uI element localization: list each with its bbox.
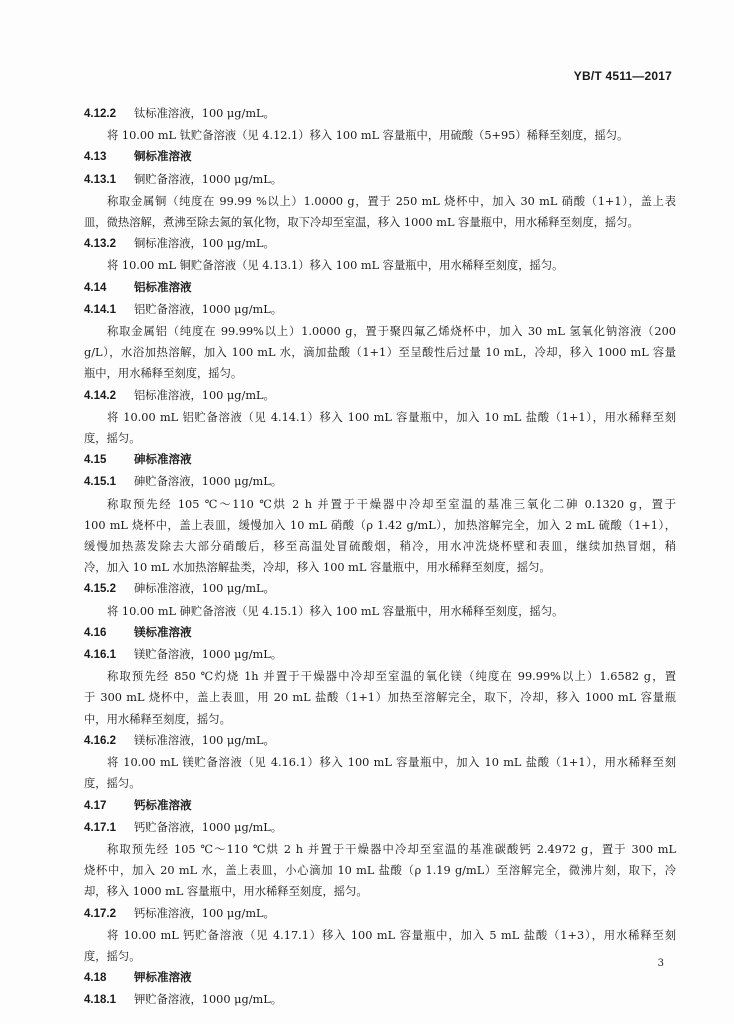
paragraph-line: 烧杯中，加入 20 mL 水，盖上表皿，小心滴加 10 mL 盐酸（ρ 1.19 g/mL）至溶解完全，微沸片刻，取下，冷: [84, 864, 676, 878]
section-heading: [84, 277, 676, 299]
document-body: [84, 103, 676, 1012]
subsection-heading: [84, 169, 676, 191]
paragraph-line: 将 10.00 mL 铝贮备溶液（见 4.14.1）移入 100 mL 容量瓶中，加入 10 mL 盐酸（1+1），用水稀释至刻: [107, 410, 676, 424]
paragraph-line: 称取预先经 105 ℃～110 ℃烘 2 h 并置于干燥器中冷却至室温的基准碳酸钙 2.4972 g，置于 300 mL: [107, 842, 676, 856]
section-title: 镁标准溶液: [134, 624, 192, 639]
clause-number: 4.16.1: [84, 649, 116, 662]
subsection-text: 砷标准溶液，100 μg/mL。: [134, 582, 275, 596]
section-heading: [84, 967, 676, 989]
paragraph-line: 度，摇匀。: [84, 777, 141, 791]
clause-number: 4.12.2: [84, 108, 116, 120]
clause-number: 4.17.1: [84, 821, 116, 834]
clause-number: 4.16.2: [84, 734, 116, 747]
subsection-heading: [84, 471, 676, 493]
paragraph: [84, 925, 676, 967]
paragraph: [84, 321, 676, 385]
subsection-text: 铜标准溶液，100 μg/mL。: [134, 237, 275, 251]
section-heading: [84, 449, 676, 471]
paragraph-line: 称取预先经 850 ℃灼烧 1h 并置于干燥器中冷却至室温的氧化镁（纯度在 99.99%以上）1.6582 g，置: [107, 670, 676, 684]
paragraph-line: 却，移入 1000 mL 容量瓶中，用水稀释至刻度，摇匀。: [84, 885, 368, 899]
section-heading: [84, 146, 676, 168]
paragraph-line: 皿，微热溶解，煮沸至除去氮的氧化物，取下冷却至室温，移入 1000 mL 容量瓶中，用水稀释至刻度，摇匀。: [84, 216, 639, 230]
clause-number: 4.15.2: [84, 583, 116, 596]
clause-number: 4.15.1: [84, 476, 116, 489]
paragraph-line: 瓶中，用水稀释至刻度，摇匀。: [84, 367, 243, 381]
clause-number: 4.14.1: [84, 303, 116, 316]
section-title: 钾标准溶液: [134, 970, 192, 985]
paragraph-line: 将 10.00 mL 钛贮备溶液（见 4.12.1）移入 100 mL 容量瓶中，用硫酸（5+95）稀释至刻度，摇匀。: [107, 129, 629, 143]
paragraph-line: 将 10.00 mL 铜贮备溶液（见 4.13.1）移入 100 mL 容量瓶中，用水稀释至刻度，摇匀。: [107, 259, 564, 273]
paragraph-line: 度，摇匀。: [84, 949, 141, 963]
subsection-heading: [84, 299, 676, 321]
section-title: 铜标准溶液: [134, 149, 192, 164]
paragraph-line: 中，用水稀释至刻度，摇匀。: [84, 712, 231, 726]
subsection-text: 钾贮备溶液，1000 μg/mL。: [134, 993, 283, 1007]
clause-number: 4.18.1: [84, 994, 116, 1007]
paragraph-line: 称取预先经 105 ℃～110 ℃烘 2 h 并置于干燥器中冷却至室温的基准三氧化二砷 0.1320 g，置于: [107, 497, 676, 511]
section-title: 钙标准溶液: [134, 797, 192, 812]
subsection-heading: [84, 233, 676, 255]
subsection-text: 钛标准溶液，100 μg/mL。: [134, 107, 275, 120]
clause-number: 4.13.1: [84, 173, 116, 186]
subsection-heading: [84, 903, 676, 925]
paragraph: [84, 407, 676, 449]
subsection-text: 铝标准溶液，100 μg/mL。: [134, 388, 275, 402]
subsection-heading: [84, 578, 676, 600]
paragraph: [84, 601, 676, 622]
paragraph-line: 将 10.00 mL 砷贮备溶液（见 4.15.1）移入 100 mL 容量瓶中，用水稀释至刻度，摇匀。: [107, 604, 564, 618]
section-heading: [84, 622, 676, 644]
paragraph: [84, 255, 676, 276]
paragraph-line: 称取金属铝（纯度在 99.99%以上）1.0000 g，置于聚四氟乙烯烧杯中，加入 30 mL 氢氧化钠溶液（200: [107, 325, 676, 339]
paragraph: [84, 839, 676, 903]
paragraph: [84, 494, 676, 579]
paragraph-line: 称取金属铜（纯度在 99.99 %以上）1.0000 g，置于 250 mL 烧杯中，加入 30 mL 硝酸（1+1），盖上表: [107, 194, 676, 208]
paragraph-line: 将 10.00 mL 钙贮备溶液（见 4.17.1）移入 100 mL 容量瓶中，加入 5 mL 盐酸（1+3），用水稀释至刻: [107, 928, 676, 942]
clause-number: 4.14: [84, 281, 107, 294]
section-heading: [84, 795, 676, 817]
clause-number: 4.17.2: [84, 907, 116, 920]
subsection-heading: [84, 817, 676, 839]
subsection-text: 铝贮备溶液，1000 μg/mL。: [134, 302, 283, 316]
paragraph-line: g/L），水浴加热溶解，加入 100 mL 水，滴加盐酸（1+1）至呈酸性后过量 10 mL，冷却，移入 1000 mL 容量: [84, 346, 676, 360]
paragraph: [84, 191, 676, 233]
subsection-heading: [84, 103, 676, 125]
subsection-text: 镁贮备溶液，1000 μg/mL。: [134, 648, 283, 662]
subsection-text: 钙贮备溶液，1000 μg/mL。: [134, 820, 283, 834]
paragraph-line: 100 mL 烧杯中，盖上表皿，缓慢加入 10 mL 硝酸（ρ 1.42 g/mL），加热溶解完全，加入 2 mL 硫酸（1+1），: [84, 518, 676, 532]
clause-number: 4.14.2: [84, 389, 116, 402]
paragraph-line: 度，摇匀。: [84, 432, 141, 446]
subsection-heading: [84, 644, 676, 666]
clause-number: 4.17: [84, 799, 107, 812]
paragraph: [84, 666, 676, 730]
section-title: 铝标准溶液: [134, 279, 192, 294]
paragraph: [84, 752, 676, 794]
paragraph-line: 将 10.00 mL 镁贮备溶液（见 4.16.1）移入 100 mL 容量瓶中，加入 10 mL 盐酸（1+1），用水稀释至刻: [107, 756, 676, 770]
clause-number: 4.18: [84, 972, 107, 985]
paragraph: [84, 125, 676, 146]
clause-number: 4.13.2: [84, 238, 116, 251]
section-title: 砷标准溶液: [134, 452, 192, 467]
paragraph-line: 于 300 mL 烧杯中，盖上表皿，用 20 mL 盐酸（1+1）加热至溶解完全，取下，冷却，移入 1000 mL 容量瓶: [84, 691, 676, 705]
clause-number: 4.15: [84, 454, 107, 467]
subsection-heading: [84, 385, 676, 407]
subsection-text: 铜贮备溶液，1000 μg/mL。: [134, 172, 283, 186]
subsection-text: 镁标准溶液，100 μg/mL。: [134, 733, 275, 747]
subsection-heading: [84, 730, 676, 752]
paragraph-line: 冷，加入 10 mL 水加热溶解盐类，冷却，移入 100 mL 容量瓶中，用水稀释至刻度，摇匀。: [84, 561, 551, 575]
subsection-text: 砷贮备溶液，1000 μg/mL。: [134, 475, 283, 489]
clause-number: 4.16: [84, 626, 107, 639]
subsection-heading: [84, 989, 676, 1011]
page-number: 3: [657, 958, 664, 969]
paragraph-line: 缓慢加热蒸发除去大部分硝酸后，移至高温处冒硫酸烟，稍冷，用水冲洗烧杯壁和表皿，继续加热冒烟，稍: [84, 540, 676, 554]
standard-id: YB/T 4511—2017: [573, 69, 672, 83]
subsection-text: 钙标准溶液，100 μg/mL。: [134, 906, 275, 920]
clause-number: 4.13: [84, 151, 107, 164]
